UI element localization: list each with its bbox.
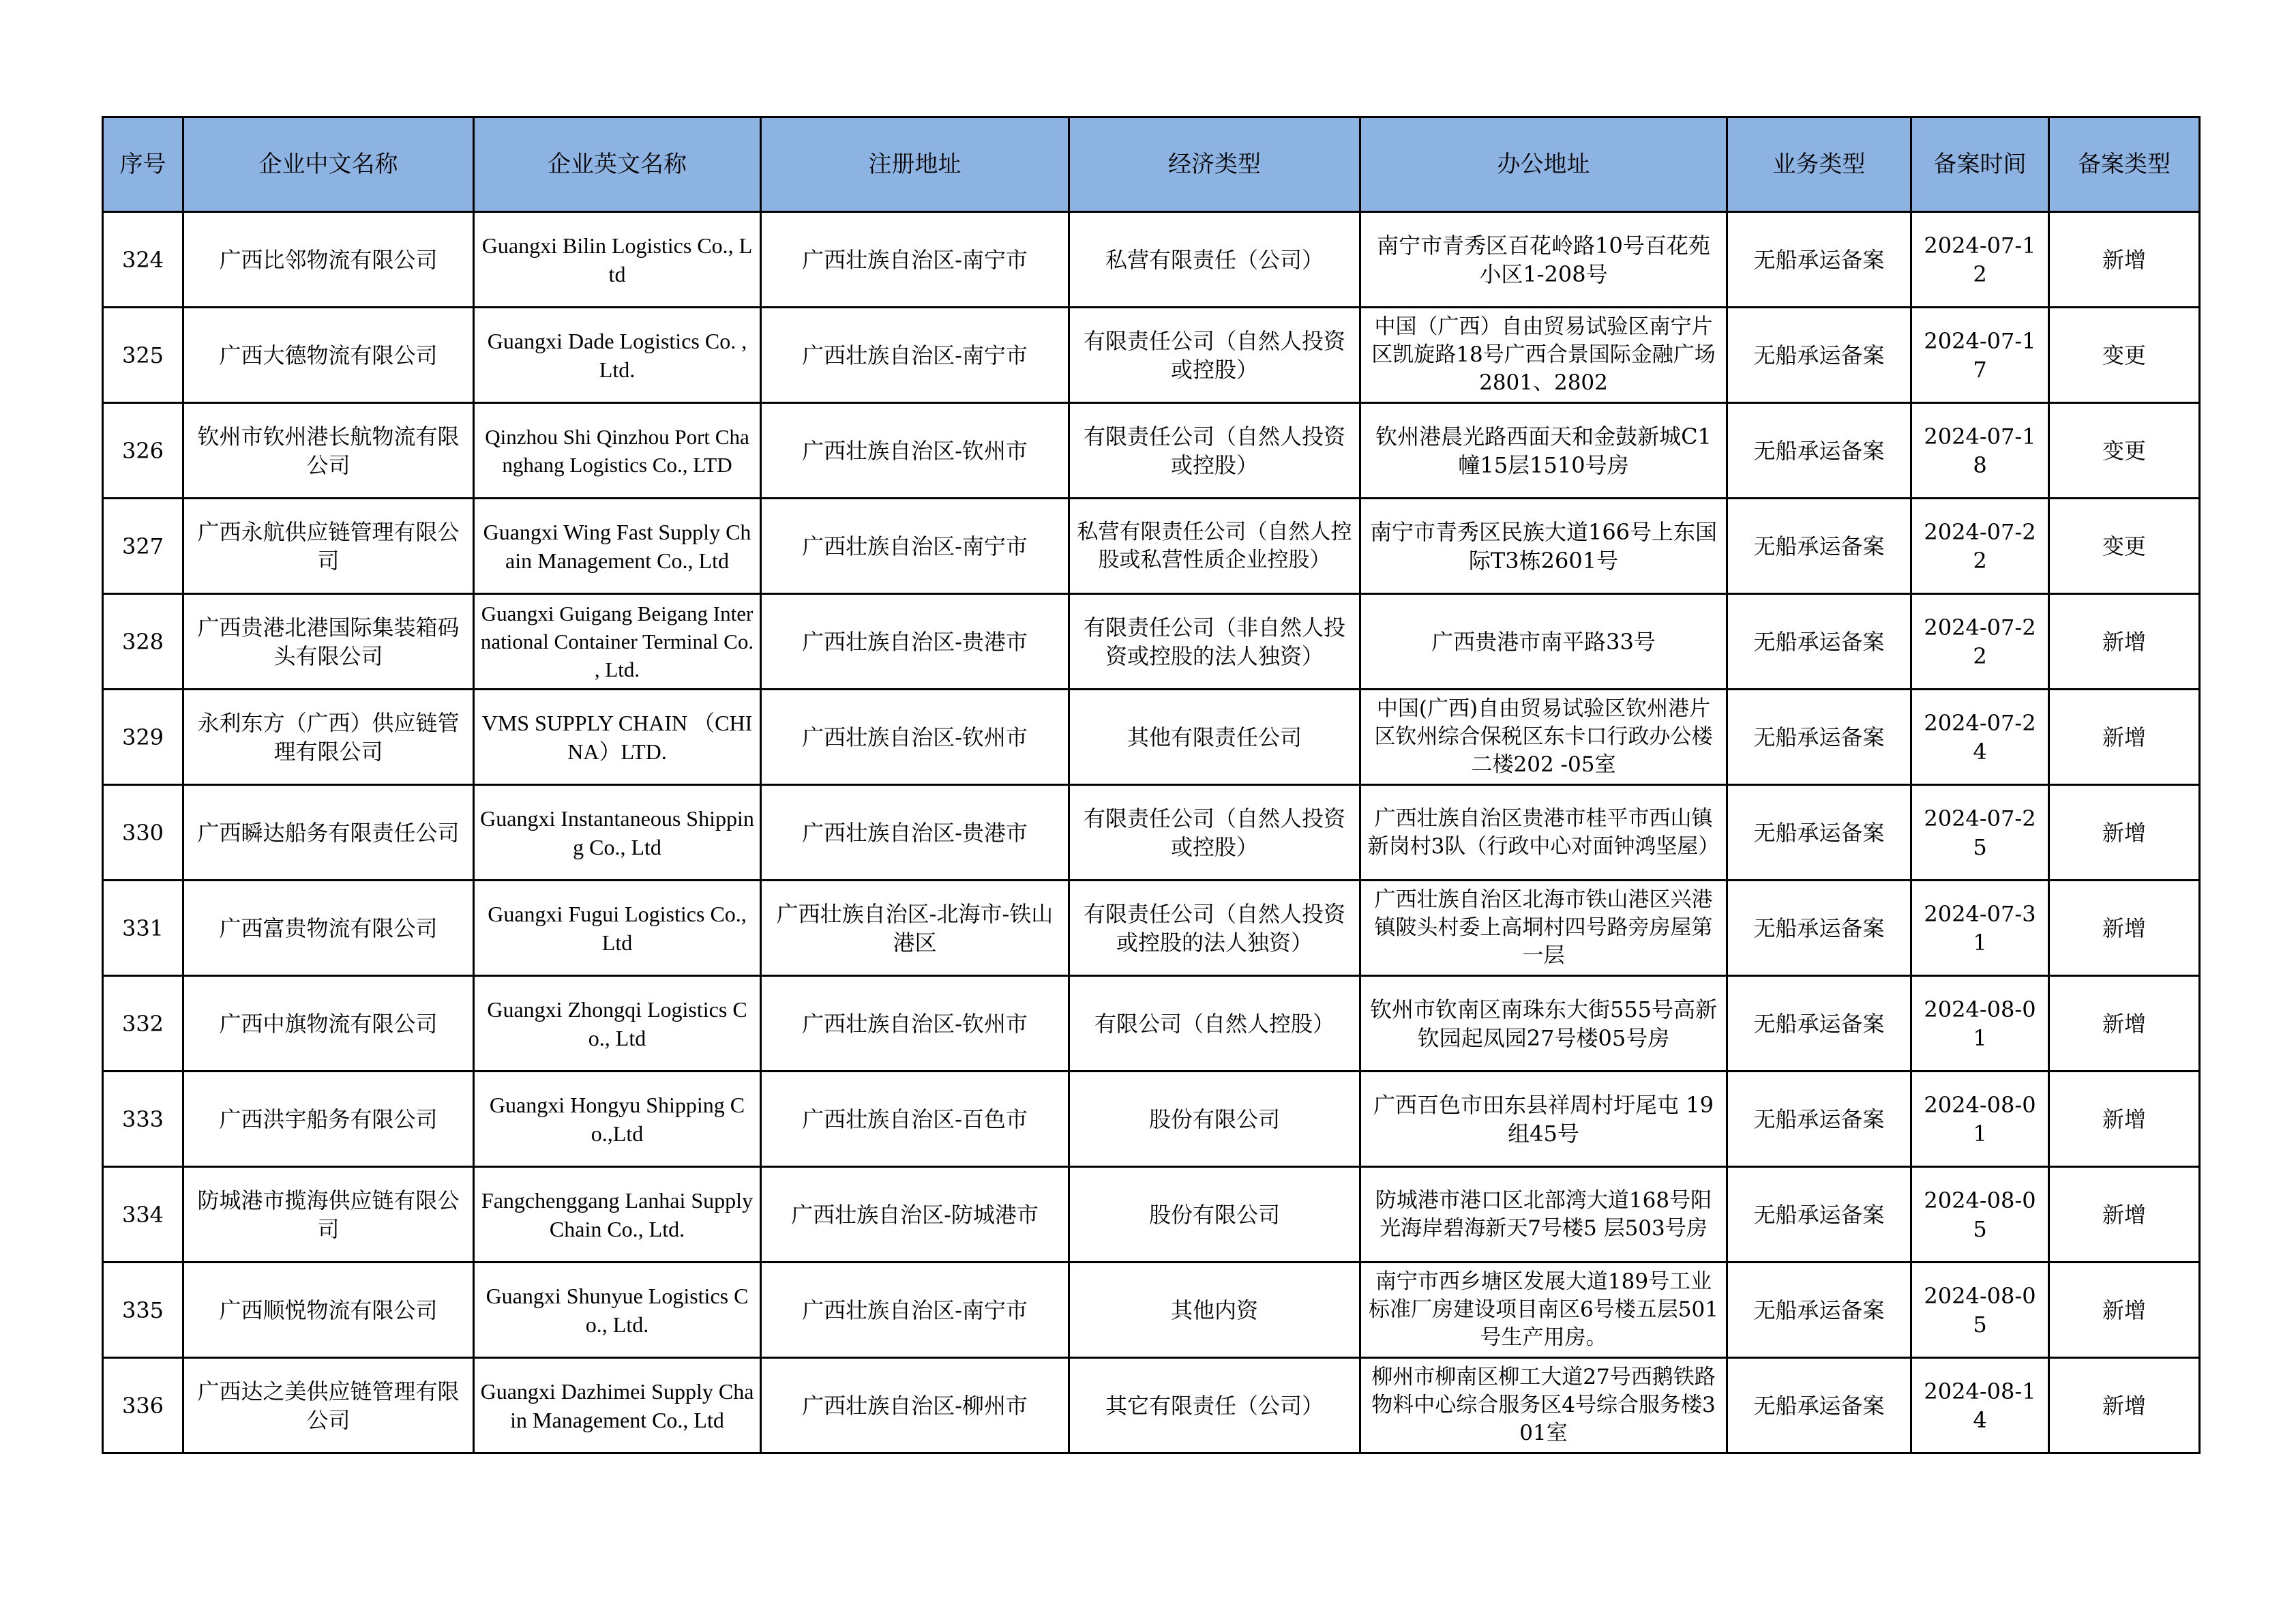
cell-en-name: Guangxi Bilin Logistics Co., Ltd — [474, 212, 761, 308]
cell-business-type: 无船承运备案 — [1727, 308, 1911, 403]
cell-cn-name: 永利东方（广西）供应链管理有限公司 — [183, 690, 474, 785]
cell-econ-type: 私营有限责任公司（自然人控股或私营性质企业控股） — [1069, 499, 1360, 594]
cell-econ-type: 其他有限责任公司 — [1069, 690, 1360, 785]
cell-business-type: 无船承运备案 — [1727, 1358, 1911, 1453]
cell-seq: 335 — [103, 1263, 183, 1358]
cell-cn-name: 广西洪宇船务有限公司 — [183, 1072, 474, 1167]
cell-filing-date: 2024-07-22 — [1911, 499, 2049, 594]
cell-office-address: 广西贵港市南平路33号 — [1360, 594, 1727, 690]
cell-reg-address: 广西壮族自治区-柳州市 — [761, 1358, 1069, 1453]
cell-seq: 332 — [103, 976, 183, 1072]
cell-seq: 336 — [103, 1358, 183, 1453]
cell-en-name: Guangxi Dade Logistics Co. , Ltd. — [474, 308, 761, 403]
cell-filing-date: 2024-07-17 — [1911, 308, 2049, 403]
cell-office-address: 广西百色市田东县祥周村圩尾屯 19组45号 — [1360, 1072, 1727, 1167]
cell-business-type: 无船承运备案 — [1727, 1167, 1911, 1263]
cell-en-name: Fangchenggang Lanhai Supply Chain Co., Ltd. — [474, 1167, 761, 1263]
cell-reg-address: 广西壮族自治区-南宁市 — [761, 212, 1069, 308]
cell-filing-type: 新增 — [2049, 1358, 2200, 1453]
cell-filing-date: 2024-07-31 — [1911, 881, 2049, 976]
cell-cn-name: 钦州市钦州港长航物流有限公司 — [183, 403, 474, 499]
cell-office-address: 钦州港晨光路西面天和金鼓新城C1幢15层1510号房 — [1360, 403, 1727, 499]
cell-filing-date: 2024-08-01 — [1911, 1072, 2049, 1167]
cell-office-address: 南宁市青秀区民族大道166号上东国际T3栋2601号 — [1360, 499, 1727, 594]
header-filing-date: 备案时间 — [1911, 117, 2049, 212]
cell-filing-date: 2024-07-24 — [1911, 690, 2049, 785]
cell-business-type: 无船承运备案 — [1727, 1072, 1911, 1167]
cell-cn-name: 广西贵港北港国际集装箱码头有限公司 — [183, 594, 474, 690]
cell-econ-type: 股份有限公司 — [1069, 1167, 1360, 1263]
cell-econ-type: 其他内资 — [1069, 1263, 1360, 1358]
cell-cn-name: 广西瞬达船务有限责任公司 — [183, 785, 474, 881]
cell-en-name: Guangxi Wing Fast Supply Chain Management Co., Ltd — [474, 499, 761, 594]
cell-en-name: Guangxi Instantaneous Shipping Co., Ltd — [474, 785, 761, 881]
cell-filing-date: 2024-08-14 — [1911, 1358, 2049, 1453]
table-row — [103, 212, 2200, 308]
cell-econ-type: 有限公司（自然人控股） — [1069, 976, 1360, 1072]
header-cn-name: 企业中文名称 — [183, 117, 474, 212]
cell-filing-date: 2024-07-22 — [1911, 594, 2049, 690]
cell-filing-date: 2024-07-25 — [1911, 785, 2049, 881]
table-row — [103, 499, 2200, 594]
cell-econ-type: 私营有限责任（公司） — [1069, 212, 1360, 308]
cell-office-address: 中国（广西）自由贸易试验区南宁片区凯旋路18号广西合景国际金融广场2801、2802 — [1360, 308, 1727, 403]
cell-filing-type: 新增 — [2049, 690, 2200, 785]
cell-en-name: Guangxi Guigang Beigang International Container Terminal Co. , Ltd. — [474, 594, 761, 690]
cell-reg-address: 广西壮族自治区-钦州市 — [761, 976, 1069, 1072]
header-business-type: 业务类型 — [1727, 117, 1911, 212]
cell-reg-address: 广西壮族自治区-钦州市 — [761, 403, 1069, 499]
cell-filing-date: 2024-08-05 — [1911, 1167, 2049, 1263]
cell-office-address: 南宁市西乡塘区发展大道189号工业标准厂房建设项目南区6号楼五层501号生产用房。 — [1360, 1263, 1727, 1358]
cell-business-type: 无船承运备案 — [1727, 690, 1911, 785]
table-row — [103, 594, 2200, 690]
header-reg-address: 注册地址 — [761, 117, 1069, 212]
cell-cn-name: 广西中旗物流有限公司 — [183, 976, 474, 1072]
cell-seq: 329 — [103, 690, 183, 785]
enterprise-registry-table — [102, 116, 2201, 1454]
table-row — [103, 690, 2200, 785]
cell-seq: 334 — [103, 1167, 183, 1263]
cell-reg-address: 广西壮族自治区-南宁市 — [761, 499, 1069, 594]
cell-en-name: Qinzhou Shi Qinzhou Port Changhang Logistics Co., LTD — [474, 403, 761, 499]
cell-cn-name: 防城港市揽海供应链有限公司 — [183, 1167, 474, 1263]
cell-office-address: 南宁市青秀区百花岭路10号百花苑小区1-208号 — [1360, 212, 1727, 308]
cell-business-type: 无船承运备案 — [1727, 499, 1911, 594]
table-row — [103, 1263, 2200, 1358]
cell-cn-name: 广西大德物流有限公司 — [183, 308, 474, 403]
cell-en-name: Guangxi Shunyue Logistics Co., Ltd. — [474, 1263, 761, 1358]
cell-seq: 328 — [103, 594, 183, 690]
cell-cn-name: 广西比邻物流有限公司 — [183, 212, 474, 308]
cell-filing-type: 新增 — [2049, 785, 2200, 881]
header-office-address: 办公地址 — [1360, 117, 1727, 212]
cell-filing-date: 2024-08-01 — [1911, 976, 2049, 1072]
cell-office-address: 柳州市柳南区柳工大道27号西鹅铁路物料中心综合服务区4号综合服务楼301室 — [1360, 1358, 1727, 1453]
cell-business-type: 无船承运备案 — [1727, 785, 1911, 881]
cell-cn-name: 广西顺悦物流有限公司 — [183, 1263, 474, 1358]
cell-office-address: 防城港市港口区北部湾大道168号阳光海岸碧海新天7号楼5 层503号房 — [1360, 1167, 1727, 1263]
cell-filing-type: 新增 — [2049, 881, 2200, 976]
table-row — [103, 976, 2200, 1072]
cell-cn-name: 广西富贵物流有限公司 — [183, 881, 474, 976]
cell-seq: 327 — [103, 499, 183, 594]
cell-reg-address: 广西壮族自治区-贵港市 — [761, 594, 1069, 690]
cell-reg-address: 广西壮族自治区-贵港市 — [761, 785, 1069, 881]
cell-business-type: 无船承运备案 — [1727, 403, 1911, 499]
cell-business-type: 无船承运备案 — [1727, 1263, 1911, 1358]
cell-seq: 326 — [103, 403, 183, 499]
header-econ-type: 经济类型 — [1069, 117, 1360, 212]
cell-seq: 331 — [103, 881, 183, 976]
cell-reg-address: 广西壮族自治区-南宁市 — [761, 308, 1069, 403]
cell-filing-type: 新增 — [2049, 212, 2200, 308]
header-filing-type: 备案类型 — [2049, 117, 2200, 212]
cell-en-name: Guangxi Zhongqi Logistics Co., Ltd — [474, 976, 761, 1072]
table-row — [103, 785, 2200, 881]
cell-en-name: Guangxi Hongyu Shipping Co.,Ltd — [474, 1072, 761, 1167]
table-row — [103, 1072, 2200, 1167]
cell-filing-type: 新增 — [2049, 976, 2200, 1072]
cell-filing-type: 新增 — [2049, 1072, 2200, 1167]
cell-econ-type: 有限责任公司（自然人投资或控股的法人独资） — [1069, 881, 1360, 976]
header-row — [103, 117, 2200, 212]
table-body — [103, 212, 2200, 1453]
cell-reg-address: 广西壮族自治区-防城港市 — [761, 1167, 1069, 1263]
cell-business-type: 无船承运备案 — [1727, 976, 1911, 1072]
cell-econ-type: 股份有限公司 — [1069, 1072, 1360, 1167]
cell-seq: 330 — [103, 785, 183, 881]
cell-filing-type: 变更 — [2049, 499, 2200, 594]
cell-econ-type: 有限责任公司（自然人投资或控股） — [1069, 403, 1360, 499]
cell-econ-type: 有限责任公司（自然人投资或控股） — [1069, 308, 1360, 403]
header-en-name: 企业英文名称 — [474, 117, 761, 212]
cell-seq: 333 — [103, 1072, 183, 1167]
cell-filing-date: 2024-07-18 — [1911, 403, 2049, 499]
cell-filing-type: 变更 — [2049, 308, 2200, 403]
cell-filing-type: 新增 — [2049, 1263, 2200, 1358]
cell-office-address: 中国(广西)自由贸易试验区钦州港片区钦州综合保税区东卡口行政办公楼二楼202 -05室 — [1360, 690, 1727, 785]
cell-seq: 324 — [103, 212, 183, 308]
table-header — [103, 117, 2200, 212]
cell-filing-type: 新增 — [2049, 594, 2200, 690]
cell-office-address: 钦州市钦南区南珠东大街555号高新钦园起凤园27号楼05号房 — [1360, 976, 1727, 1072]
cell-filing-date: 2024-07-12 — [1911, 212, 2049, 308]
cell-seq: 325 — [103, 308, 183, 403]
cell-office-address: 广西壮族自治区贵港市桂平市西山镇新岗村3队（行政中心对面钟鸿坚屋） — [1360, 785, 1727, 881]
cell-reg-address: 广西壮族自治区-南宁市 — [761, 1263, 1069, 1358]
table-row — [103, 881, 2200, 976]
cell-en-name: VMS SUPPLY CHAIN （CHINA）LTD. — [474, 690, 761, 785]
cell-office-address: 广西壮族自治区北海市铁山港区兴港镇陂头村委上高垌村四号路旁房屋第一层 — [1360, 881, 1727, 976]
cell-reg-address: 广西壮族自治区-北海市-铁山港区 — [761, 881, 1069, 976]
table-row — [103, 308, 2200, 403]
table-row — [103, 403, 2200, 499]
cell-cn-name: 广西达之美供应链管理有限公司 — [183, 1358, 474, 1453]
cell-filing-date: 2024-08-05 — [1911, 1263, 2049, 1358]
cell-econ-type: 有限责任公司（自然人投资或控股） — [1069, 785, 1360, 881]
cell-econ-type: 有限责任公司（非自然人投资或控股的法人独资） — [1069, 594, 1360, 690]
cell-reg-address: 广西壮族自治区-百色市 — [761, 1072, 1069, 1167]
table-row — [103, 1358, 2200, 1453]
header-seq: 序号 — [103, 117, 183, 212]
cell-business-type: 无船承运备案 — [1727, 881, 1911, 976]
cell-en-name: Guangxi Fugui Logistics Co., Ltd — [474, 881, 761, 976]
cell-filing-type: 变更 — [2049, 403, 2200, 499]
cell-cn-name: 广西永航供应链管理有限公司 — [183, 499, 474, 594]
cell-business-type: 无船承运备案 — [1727, 594, 1911, 690]
cell-reg-address: 广西壮族自治区-钦州市 — [761, 690, 1069, 785]
cell-en-name: Guangxi Dazhimei Supply Chain Management Co., Ltd — [474, 1358, 761, 1453]
cell-econ-type: 其它有限责任（公司） — [1069, 1358, 1360, 1453]
cell-filing-type: 新增 — [2049, 1167, 2200, 1263]
cell-business-type: 无船承运备案 — [1727, 212, 1911, 308]
table-row — [103, 1167, 2200, 1263]
